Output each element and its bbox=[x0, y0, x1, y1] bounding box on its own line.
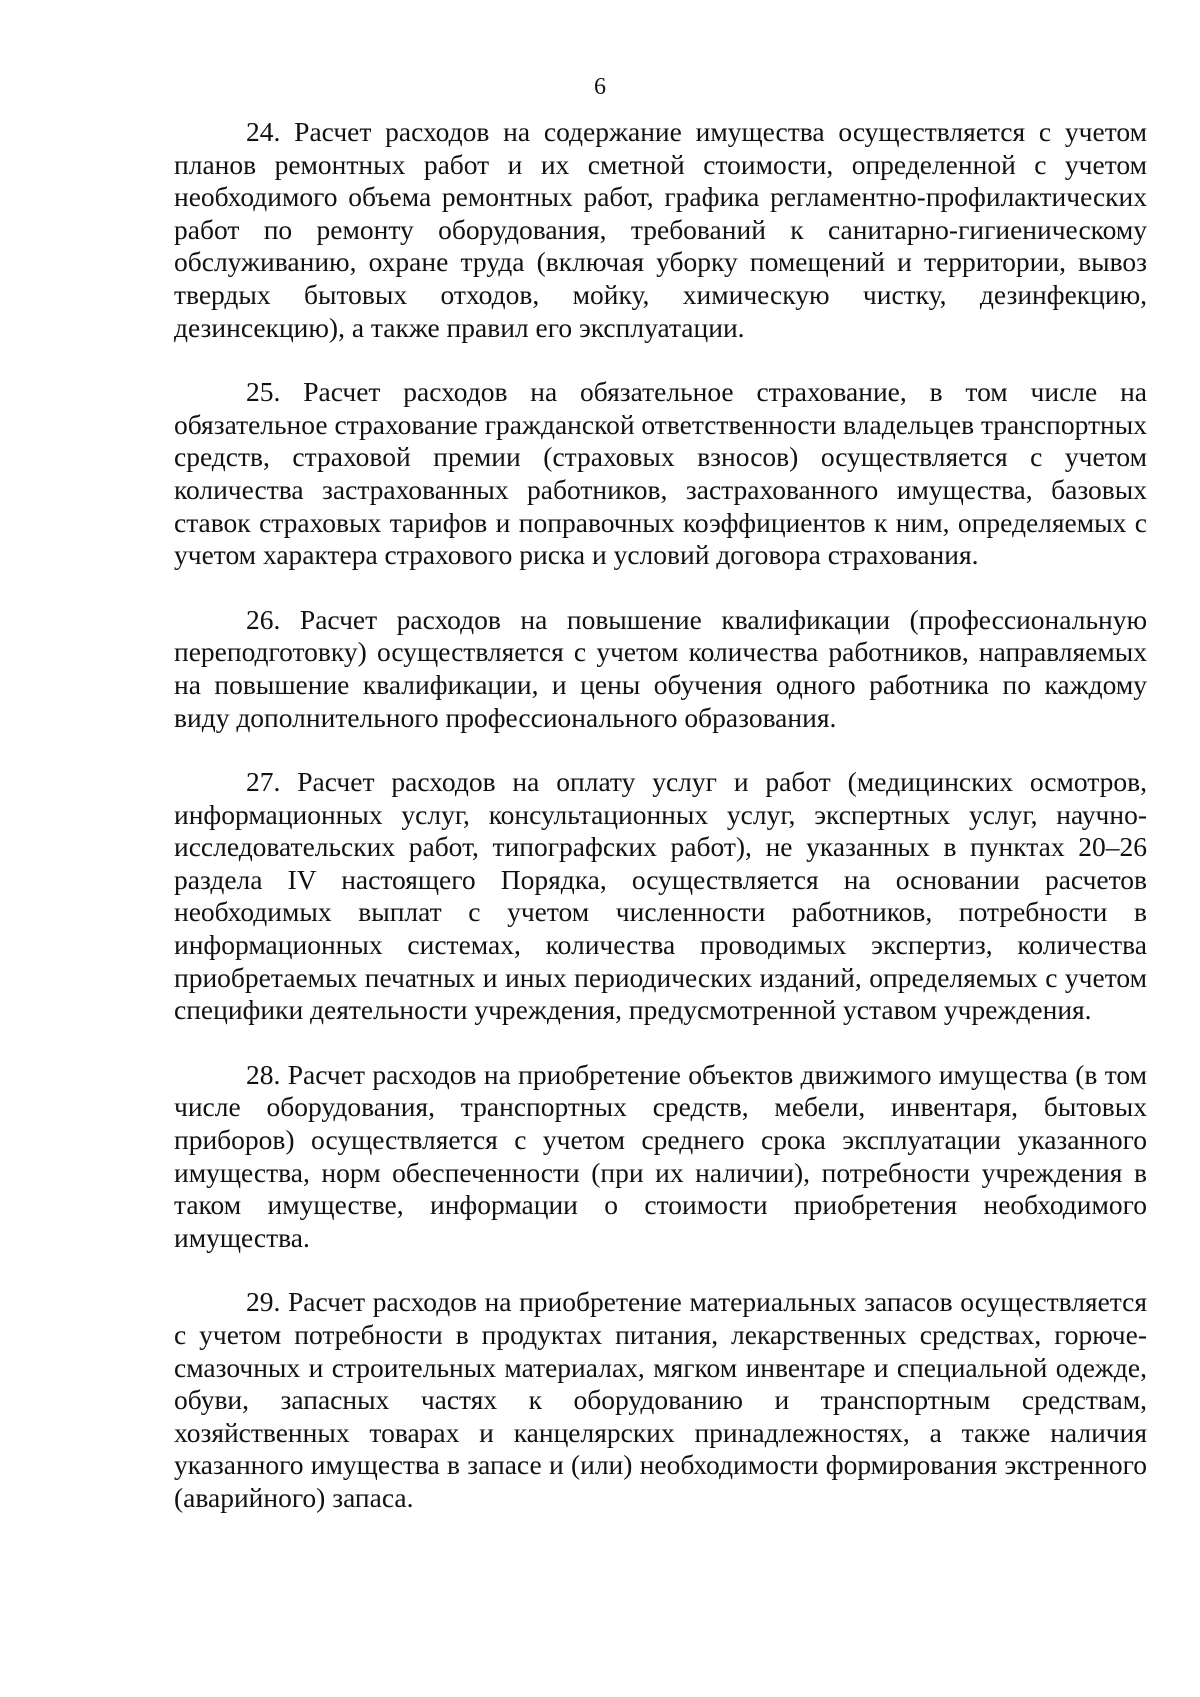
paragraph-28: 28. Расчет расходов на приобретение объектов движимого имущества (в том числе оборудования, транспортных средств, мебели, инвентаря, бытовых приборов) осуществляется с учетом среднего срока эксплуатации указанного имущества, норм обеспеченности (при их наличии), потребности учреждения в таком имуществе, информации о стоимости приобретения необходимого имущества. bbox=[174, 1058, 1147, 1253]
paragraph-29: 29. Расчет расходов на приобретение материальных запасов осуществляется с учетом потребности в продуктах питания, лекарственных средствах, горюче-смазочных и строительных материалах, мягком инвентаре и специальной одежде, обуви, запасных частях к оборудованию и транспортным средствам, хозяйственных товарах и канцелярских принадлежностях, а также наличия указанного имущества в запасе и (или) необходимости формирования экстренного (аварийного) запаса. bbox=[174, 1286, 1147, 1513]
document-body bbox=[174, 116, 1147, 1547]
paragraph-26: 26. Расчет расходов на повышение квалификации (профессиональную переподготовку) осуществляется с учетом количества работников, направляемых на повышение квалификации, и цены обучения одного работника по каждому виду дополнительного профессионального образования. bbox=[174, 603, 1147, 733]
paragraph-24: 24. Расчет расходов на содержание имущества осуществляется с учетом планов ремонтных работ и их сметной стоимости, определенной с учетом необходимого объема ремонтных работ, графика регламентно-профилактических работ по ремонту оборудования, требований к санитарно-гигиеническому обслуживанию, охране труда (включая уборку помещений и территории, вывоз твердых бытовых отходов, мойку, химическую чистку, дезинфекцию, дезинсекцию), а также правил его эксплуатации. bbox=[174, 116, 1147, 343]
paragraph-27: 27. Расчет расходов на оплату услуг и работ (медицинских осмотров, информационных услуг, консультационных услуг, экспертных услуг, научно-исследовательских работ, типографских работ), не указанных в пунктах 20–26 раздела IV настоящего Порядка, осуществляется на основании расчетов необходимых выплат с учетом численности работников, потребности в информационных системах, количества проводимых экспертиз, количества приобретаемых печатных и иных периодических изданий, определяемых с учетом специфики деятельности учреждения, предусмотренной уставом учреждения. bbox=[174, 766, 1147, 1026]
paragraph-25: 25. Расчет расходов на обязательное страхование, в том числе на обязательное страхование гражданской ответственности владельцев транспортных средств, страховой премии (страховых взносов) осуществляется с учетом количества застрахованных работников, застрахованного имущества, базовых ставок страховых тарифов и поправочных коэффициентов к ним, определяемых с учетом характера страхового риска и условий договора страхования. bbox=[174, 376, 1147, 571]
page-number: 6 bbox=[594, 74, 606, 100]
